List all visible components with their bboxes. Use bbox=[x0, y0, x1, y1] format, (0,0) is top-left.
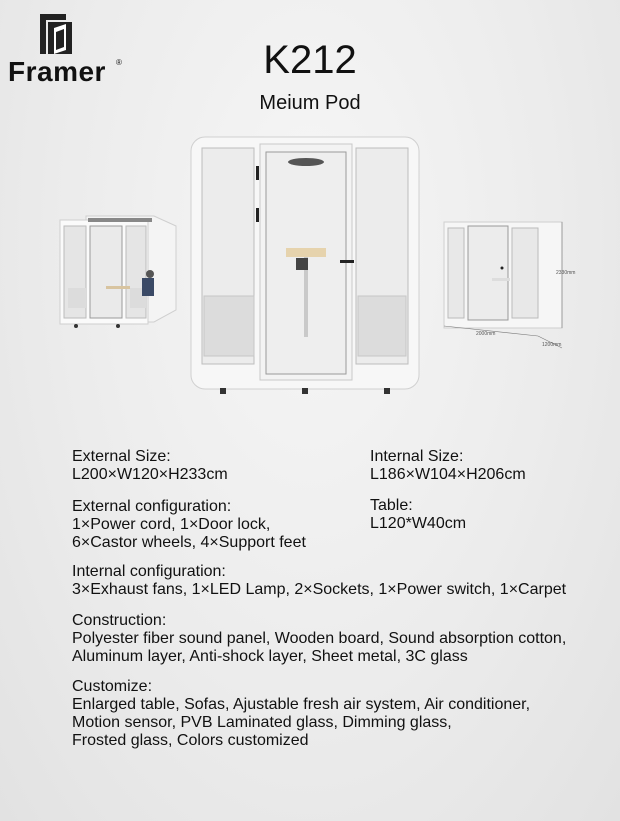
spec-value-line: Motion sensor, PVB Laminated glass, Dimming glass, bbox=[72, 714, 452, 731]
spec-value-line: 6×Castor wheels, 4×Support feet bbox=[72, 534, 306, 551]
dimension-length-label: 2000mm bbox=[476, 331, 496, 337]
spec-value-line: Polyester fiber sound panel, Wooden board, Sound absorption cotton, bbox=[72, 630, 567, 647]
spec-value-line: Frosted glass, Colors customized bbox=[72, 732, 309, 749]
spec-value: 3×Exhaust fans, 1×LED Lamp, 2×Sockets, 1×Power switch, 1×Carpet bbox=[72, 581, 567, 598]
spec-table bbox=[370, 497, 466, 533]
spec-external-size bbox=[72, 448, 228, 484]
spec-internal-configuration bbox=[72, 563, 566, 599]
spec-label: External configuration: bbox=[72, 498, 232, 515]
spec-label: External Size: bbox=[72, 448, 171, 465]
spec-construction bbox=[72, 612, 566, 666]
dimension-height-label: 2330mm bbox=[556, 270, 576, 276]
spec-internal-size bbox=[370, 448, 526, 484]
spec-value: L120*W40cm bbox=[370, 515, 467, 532]
spec-value-line: Enlarged table, Sofas, Ajustable fresh air system, Air conditioner, bbox=[72, 696, 531, 713]
spec-value: L186×W104×H206cm bbox=[370, 466, 526, 483]
spec-label: Construction: bbox=[72, 612, 167, 629]
pod-dimension-drawing bbox=[438, 214, 588, 350]
pod-front-view-image bbox=[190, 136, 422, 396]
spec-value: L200×W120×H233cm bbox=[72, 466, 228, 483]
spec-value-line: Aluminum layer, Anti-shock layer, Sheet metal, 3C glass bbox=[72, 648, 468, 665]
pod-side-view-image bbox=[56, 212, 180, 332]
product-model: K212 bbox=[263, 38, 357, 82]
brand-registered-mark: ® bbox=[116, 58, 122, 67]
spec-customize bbox=[72, 678, 530, 750]
dimension-width-label: 1200mm bbox=[542, 342, 562, 348]
spec-label: Table: bbox=[370, 497, 413, 514]
spec-label: Internal configuration: bbox=[72, 563, 226, 580]
product-subtitle: Meium Pod bbox=[259, 92, 361, 114]
spec-label: Customize: bbox=[72, 678, 153, 695]
spec-external-configuration bbox=[72, 498, 306, 552]
spec-label: Internal Size: bbox=[370, 448, 464, 465]
spec-value-line: 1×Power cord, 1×Door lock, bbox=[72, 516, 271, 533]
brand-name: Framer bbox=[8, 56, 106, 87]
